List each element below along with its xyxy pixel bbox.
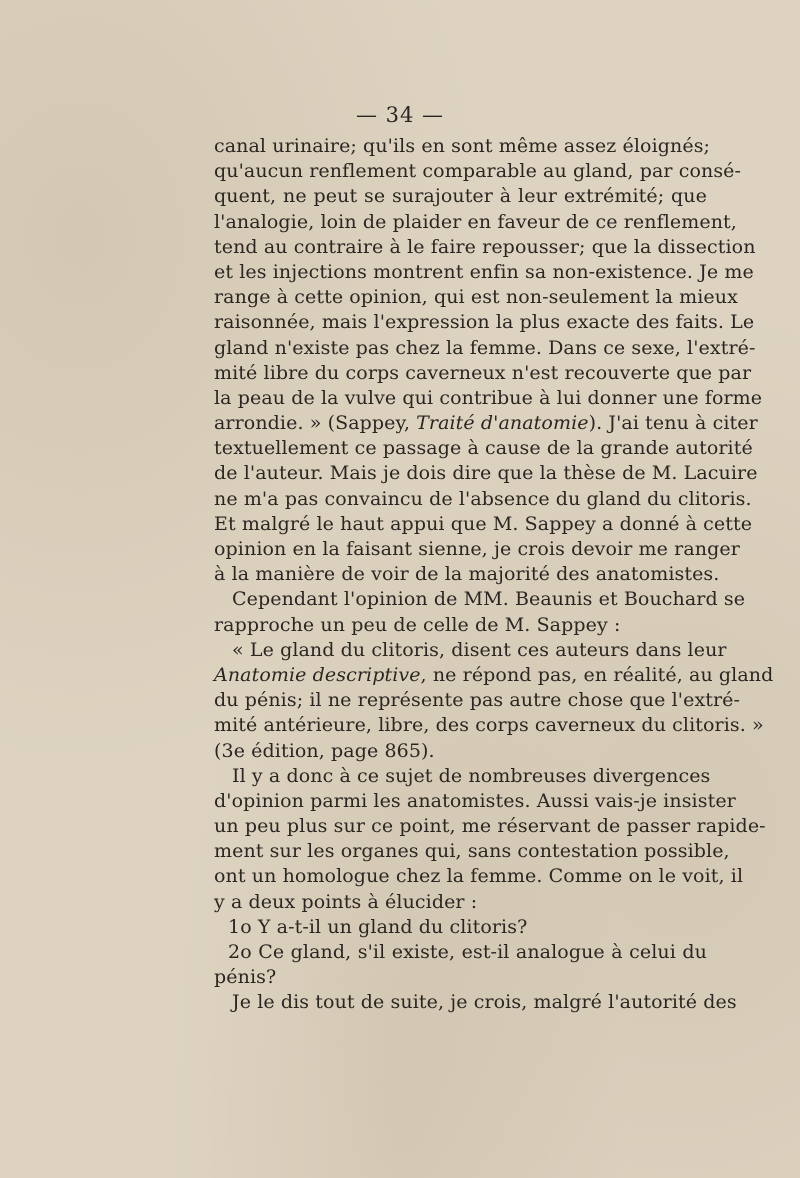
text-line: opinion en la faisant sienne, je crois devoir me ranger: [214, 538, 740, 560]
page-number: — 34 —: [355, 103, 445, 127]
text-line: mité antérieure, libre, des corps caverneux du clitoris. »: [214, 714, 764, 737]
text-line: (3e édition, page 865).: [214, 739, 435, 762]
text-line: et les injections montrent enfin sa non-existence. Je me: [214, 260, 754, 283]
text-line: [214, 411, 758, 436]
text-line: ont un homologue chez la femme. Comme on le voit, il: [214, 865, 744, 888]
text-line: Il y a donc à ce sujet de nombreuses divergences: [232, 764, 711, 787]
text-line: textuellement ce passage à cause de la grande autorité: [214, 437, 753, 460]
text-line: mité libre du corps caverneux n'est recouverte que par: [214, 361, 752, 384]
text-line: rapproche un peu de celle de M. Sappey :: [214, 613, 621, 636]
text-line: « Le gland du clitoris, disent ces auteurs dans leur: [232, 638, 727, 661]
text-line: 1o Y a-t-il un gland du clitoris?: [228, 915, 528, 938]
text-line: range à cette opinion, qui est non-seulement la mieux: [214, 286, 738, 309]
text-line: à la manière de voir de la majorité des anatomistes.: [214, 563, 720, 586]
body-text: [214, 134, 774, 1016]
text-line: un peu plus sur ce point, me réservant de passer rapide-: [214, 815, 766, 838]
text-line: quent, ne peut se surajouter à leur extrémité; que: [214, 185, 707, 208]
text-line: gland n'existe pas chez la femme. Dans ce sexe, l'extré-: [214, 336, 756, 359]
text-run: arrondie. » (Sappey,: [214, 412, 417, 435]
text-line: ment sur les organes qui, sans contestation possible,: [214, 840, 730, 863]
text-line: ne m'a pas convaincu de l'absence du gland du clitoris.: [214, 487, 752, 510]
text-line: l'analogie, loin de plaider en faveur de ce renflement,: [214, 210, 737, 233]
text-line: Je le dis tout de suite, je crois, malgré l'autorité des: [232, 991, 737, 1014]
text-line: y a deux points à élucider :: [214, 890, 478, 913]
text-line: tend au contraire à le faire repousser; que la dissection: [214, 235, 756, 258]
italic-title: Traité d'anatomie: [416, 412, 589, 435]
text-line: qu'aucun renflement comparable au gland, par consé-: [214, 160, 742, 183]
text-line: Cependant l'opinion de MM. Beaunis et Bouchard se: [232, 588, 746, 611]
text-line: du pénis; il ne représente pas autre chose que l'extré-: [214, 689, 741, 712]
text-run: , ne répond pas, en réalité, au gland: [420, 663, 774, 686]
text-line: raisonnée, mais l'expression la plus exacte des faits. Le: [214, 311, 755, 334]
text-line: pénis?: [214, 966, 277, 989]
text-line: de l'auteur. Mais je dois dire que la thèse de M. Lacuire: [214, 462, 758, 485]
italic-title: Anatomie descriptive: [214, 663, 421, 686]
text-line: la peau de la vulve qui contribue à lui donner une forme: [214, 386, 763, 409]
text-line: d'opinion parmi les anatomistes. Aussi vais-je insister: [214, 789, 736, 812]
text-run: ). J'ai tenu à citer: [588, 412, 758, 435]
text-line: Et malgré le haut appui que M. Sappey a donné à cette: [214, 512, 753, 535]
text-line: canal urinaire; qu'ils en sont même assez éloignés;: [214, 135, 711, 157]
text-line: 2o Ce gland, s'il existe, est-il analogue à celui du: [228, 941, 707, 963]
text-line: [214, 663, 774, 688]
